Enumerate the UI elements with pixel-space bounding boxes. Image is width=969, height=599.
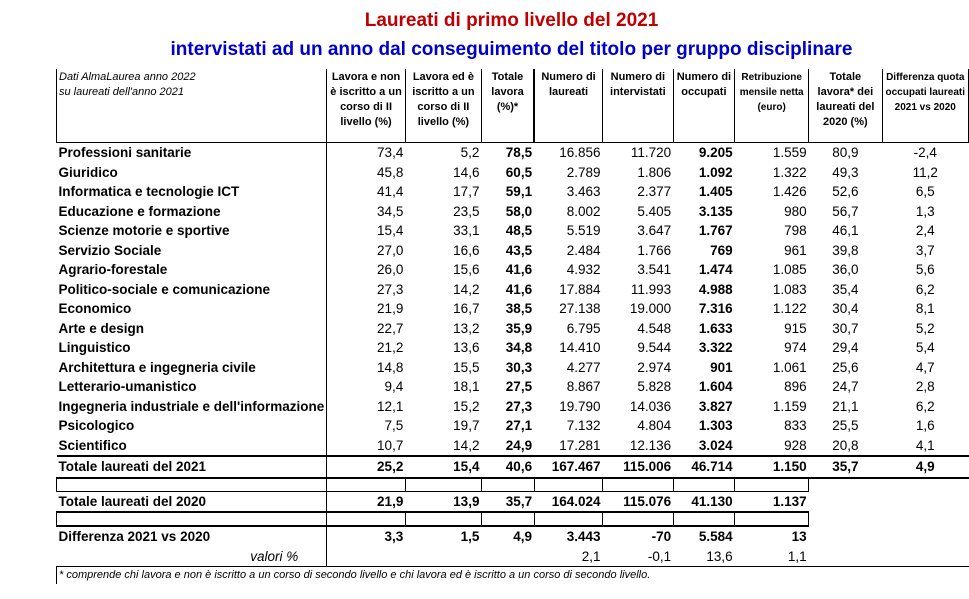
value-cell[interactable]: 12,1: [377, 398, 404, 414]
table-row: [57, 260, 969, 280]
value-cell[interactable]: 2,8: [915, 379, 935, 395]
value-cell[interactable]: 25,6: [832, 359, 859, 375]
value-cell[interactable]: 4,7: [915, 359, 935, 375]
value-cell[interactable]: 4.548: [637, 320, 672, 336]
value-cell[interactable]: 27,1: [505, 418, 533, 434]
value-cell[interactable]: 833: [784, 418, 807, 434]
value-cell[interactable]: 13,6: [706, 548, 733, 564]
value-cell[interactable]: 1.322: [772, 164, 807, 180]
value-cell[interactable]: 2,4: [915, 223, 935, 239]
value-cell[interactable]: 1,6: [915, 418, 935, 434]
value-cell[interactable]: 39,8: [832, 242, 859, 258]
value-cell[interactable]: 1.604: [698, 379, 733, 395]
value-cell[interactable]: 896: [784, 379, 807, 395]
value-cell[interactable]: 13,6: [453, 340, 480, 356]
empty-cell[interactable]: [735, 478, 809, 492]
empty-cell[interactable]: [534, 478, 602, 492]
row-label[interactable]: Architettura e ingegneria civile: [57, 358, 327, 378]
value-cell[interactable]: 21,1: [832, 398, 859, 414]
value-cell[interactable]: 11,2: [912, 164, 938, 180]
value-cell[interactable]: 1.085: [772, 262, 807, 278]
value-cell[interactable]: 2.789: [566, 164, 601, 180]
value-cell[interactable]: 3.827: [698, 398, 733, 414]
value-cell[interactable]: 27,3: [505, 398, 533, 414]
value-cell[interactable]: 58,0: [505, 203, 533, 219]
value-cell[interactable]: 1,5: [405, 526, 481, 547]
value-cell[interactable]: 30,3: [505, 359, 533, 375]
value-cell[interactable]: 43,5: [505, 242, 533, 258]
row-label[interactable]: Giuridico: [57, 163, 327, 183]
value-cell[interactable]: 17.884: [559, 281, 601, 297]
row-label[interactable]: Scienze motorie e sportive: [57, 221, 327, 241]
value-cell[interactable]: 52,6: [832, 184, 859, 200]
value-cell[interactable]: 41,4: [377, 184, 404, 200]
value-cell[interactable]: 15,5: [453, 359, 480, 375]
value-cell[interactable]: 41,6: [505, 281, 533, 297]
value-cell[interactable]: 980: [784, 203, 807, 219]
value-cell[interactable]: 16,7: [453, 301, 480, 317]
value-cell[interactable]: -2,4: [913, 145, 937, 161]
total-2021-row: [57, 456, 969, 478]
value-cell[interactable]: 40,6: [481, 456, 534, 478]
empty-cell[interactable]: [534, 512, 602, 526]
table-row: [57, 221, 969, 241]
value-cell[interactable]: 14,8: [377, 359, 404, 375]
value-cell[interactable]: 1.061: [772, 359, 807, 375]
value-cell[interactable]: 45,8: [377, 164, 404, 180]
column-header[interactable]: Differenza quota occupati laureati 2021 vs 2020: [882, 69, 969, 143]
row-label[interactable]: Professioni sanitarie: [57, 143, 327, 163]
empty-cell[interactable]: [405, 478, 481, 492]
value-cell[interactable]: 34,5: [377, 203, 404, 219]
value-cell[interactable]: 22,7: [377, 320, 404, 336]
value-cell[interactable]: 27,5: [505, 379, 533, 395]
value-cell[interactable]: 6,5: [915, 184, 935, 200]
value-cell[interactable]: 3,7: [915, 242, 935, 258]
value-cell[interactable]: -70: [603, 526, 674, 547]
value-cell[interactable]: 4,1: [915, 437, 935, 453]
value-cell[interactable]: 3,3: [327, 526, 406, 547]
value-cell[interactable]: 5,6: [915, 262, 935, 278]
value-cell[interactable]: 3.463: [566, 184, 601, 200]
value-cell[interactable]: 3.024: [698, 437, 733, 453]
value-cell[interactable]: 56,7: [832, 203, 859, 219]
value-cell[interactable]: 6,2: [915, 281, 935, 297]
value-cell[interactable]: 41,6: [505, 262, 533, 278]
row-label[interactable]: Politico-sociale e comunicazione: [57, 280, 327, 300]
value-cell[interactable]: 48,5: [505, 223, 533, 239]
table-row: [57, 202, 969, 222]
value-cell[interactable]: 2.974: [637, 359, 672, 375]
value-cell[interactable]: 27,0: [377, 242, 404, 258]
table-row: [57, 338, 969, 358]
value-cell[interactable]: 25,5: [832, 418, 859, 434]
footnote-row: [57, 567, 969, 585]
value-cell[interactable]: 15,4: [377, 223, 404, 239]
value-cell[interactable]: 60,5: [505, 164, 533, 180]
value-cell[interactable]: 35,7: [481, 491, 534, 512]
data-table: [56, 69, 969, 584]
value-cell[interactable]: 73,4: [377, 145, 404, 161]
value-cell[interactable]: 5,4: [915, 340, 935, 356]
empty-cell[interactable]: [882, 547, 969, 567]
value-cell[interactable]: 1.426: [772, 184, 807, 200]
value-cell[interactable]: 3.322: [698, 340, 733, 356]
value-cell[interactable]: 9.205: [698, 145, 733, 161]
value-cell[interactable]: 18,1: [453, 379, 480, 395]
value-cell[interactable]: 7.132: [566, 418, 601, 434]
value-cell[interactable]: 3.135: [698, 203, 733, 219]
title-line-2: intervistati ad un anno dal conseguimento del titolo per gruppo disciplinare: [170, 39, 853, 60]
empty-cell[interactable]: [882, 512, 969, 526]
table-row: [57, 436, 969, 457]
row-label[interactable]: Economico: [57, 299, 327, 319]
value-cell[interactable]: 769: [710, 242, 733, 258]
value-cell[interactable]: 80,9: [832, 145, 859, 161]
value-cell[interactable]: 1.083: [772, 281, 807, 297]
empty-cell[interactable]: [327, 547, 406, 567]
table-row: [57, 358, 969, 378]
value-cell[interactable]: 1.303: [698, 418, 733, 434]
empty-cell[interactable]: [809, 512, 882, 526]
empty-cell[interactable]: [673, 478, 734, 492]
value-cell[interactable]: 14,2: [453, 281, 480, 297]
value-cell[interactable]: 901: [710, 359, 733, 375]
value-cell[interactable]: 21,2: [377, 340, 404, 356]
value-cell[interactable]: 29,4: [832, 340, 859, 356]
row-label[interactable]: Agrario-forestale: [57, 260, 327, 280]
value-cell[interactable]: 49,3: [832, 164, 859, 180]
value-cell[interactable]: 1.767: [698, 223, 733, 239]
row-label[interactable]: Ingegneria industriale e dell'informazione: [57, 397, 327, 417]
empty-cell[interactable]: [481, 512, 534, 526]
value-cell[interactable]: 15,2: [453, 398, 480, 414]
value-cell[interactable]: 11.993: [630, 281, 672, 297]
value-cell[interactable]: 2.484: [566, 242, 601, 258]
value-cell[interactable]: 78,5: [505, 145, 533, 161]
table-row: [57, 377, 969, 397]
table-row: [57, 163, 969, 183]
value-cell[interactable]: 5.519: [566, 223, 601, 239]
value-cell[interactable]: 5.584: [673, 526, 734, 547]
value-cell[interactable]: 14.410: [559, 340, 601, 356]
value-cell[interactable]: 15,6: [453, 262, 480, 278]
column-header[interactable]: Totale lavora (%)*: [481, 69, 534, 143]
value-cell[interactable]: 59,1: [505, 184, 533, 200]
row-label[interactable]: Servizio Sociale: [57, 241, 327, 261]
value-cell[interactable]: 19.000: [629, 301, 672, 317]
value-cell[interactable]: 14,6: [453, 164, 480, 180]
value-cell[interactable]: 4.277: [566, 359, 601, 375]
diff-row: [57, 526, 969, 547]
value-cell[interactable]: 4.988: [698, 281, 733, 297]
table-row: [57, 319, 969, 339]
empty-cell[interactable]: [735, 512, 809, 526]
value-cell[interactable]: 2.377: [637, 184, 672, 200]
value-cell[interactable]: 5.828: [637, 379, 672, 395]
value-cell[interactable]: 4.932: [566, 262, 601, 278]
value-cell[interactable]: 10,7: [377, 437, 404, 453]
empty-cell[interactable]: [327, 512, 406, 526]
empty-cell[interactable]: [809, 526, 882, 547]
table-row: [57, 143, 969, 163]
value-cell[interactable]: 1.633: [698, 320, 733, 336]
value-cell[interactable]: 4,9: [481, 526, 534, 547]
value-cell[interactable]: 7.316: [698, 301, 733, 317]
value-cell[interactable]: 24,7: [832, 379, 859, 395]
row-label[interactable]: Informatica e tecnologie ICT: [57, 182, 327, 202]
value-cell[interactable]: 1.092: [698, 164, 733, 180]
value-cell[interactable]: 1.150: [735, 456, 809, 478]
row-label[interactable]: Psicologico: [57, 416, 327, 436]
value-cell[interactable]: 5,2: [460, 145, 480, 161]
value-cell[interactable]: 928: [784, 437, 807, 453]
pct-row: [57, 547, 969, 567]
value-cell[interactable]: 1.405: [698, 184, 733, 200]
value-cell[interactable]: 5,2: [915, 320, 935, 336]
value-cell[interactable]: 23,5: [453, 203, 480, 219]
row-label[interactable]: Totale laureati del 2021: [57, 456, 327, 478]
value-cell[interactable]: 3.647: [637, 223, 672, 239]
value-cell[interactable]: 30,7: [832, 320, 859, 336]
value-cell[interactable]: 1.559: [772, 145, 807, 161]
value-cell[interactable]: -0,1: [647, 548, 672, 564]
empty-cell[interactable]: [809, 547, 882, 567]
empty-cell[interactable]: [481, 478, 534, 492]
title-line-1: Laureati di primo livello del 2021: [364, 10, 659, 31]
value-cell[interactable]: 13,9: [405, 491, 481, 512]
empty-cell[interactable]: [603, 478, 674, 492]
row-label[interactable]: Letterario-umanistico: [57, 377, 327, 397]
value-cell[interactable]: 33,1: [453, 223, 480, 239]
value-cell[interactable]: 9.544: [637, 340, 672, 356]
value-cell[interactable]: 46,1: [832, 223, 859, 239]
column-header[interactable]: Totale lavora* dei laureati del 2020 (%): [809, 69, 882, 143]
value-cell[interactable]: 17.281: [559, 437, 601, 453]
column-header[interactable]: Numero di laureati: [534, 69, 602, 143]
spacer-row: [57, 512, 969, 526]
value-cell[interactable]: 15,4: [405, 456, 481, 478]
value-cell[interactable]: 115.076: [603, 491, 674, 512]
value-cell[interactable]: 36,0: [832, 262, 859, 278]
table-row: [57, 280, 969, 300]
source-note-text: Dati AlmaLaurea anno 2022 su laureati dell'anno 2021: [59, 71, 196, 98]
empty-cell[interactable]: [405, 547, 481, 567]
value-cell[interactable]: 915: [784, 320, 807, 336]
empty-cell[interactable]: [882, 526, 969, 547]
empty-cell[interactable]: [882, 478, 969, 492]
empty-cell[interactable]: [603, 512, 674, 526]
empty-cell[interactable]: [673, 512, 734, 526]
value-cell[interactable]: 798: [784, 223, 807, 239]
value-cell[interactable]: 167.467: [534, 456, 602, 478]
value-cell[interactable]: 5.405: [637, 203, 672, 219]
value-cell[interactable]: 38,5: [505, 301, 533, 317]
value-cell[interactable]: 46.714: [673, 456, 734, 478]
value-cell[interactable]: 12.136: [629, 437, 672, 453]
value-cell[interactable]: 20,8: [832, 437, 859, 453]
value-cell[interactable]: 1,3: [915, 203, 935, 219]
header-row: [57, 69, 969, 143]
empty-cell[interactable]: [57, 512, 327, 526]
value-cell[interactable]: 1.766: [637, 242, 672, 258]
value-cell[interactable]: 13: [735, 526, 809, 547]
value-cell[interactable]: 8,1: [915, 301, 935, 317]
value-cell[interactable]: 30,4: [832, 301, 859, 317]
value-cell[interactable]: 16.856: [559, 145, 601, 161]
value-cell[interactable]: 41.130: [673, 491, 734, 512]
row-label[interactable]: Arte e design: [57, 319, 327, 339]
value-cell[interactable]: 3.541: [637, 262, 672, 278]
value-cell[interactable]: 19.790: [559, 398, 601, 414]
empty-cell[interactable]: [405, 512, 481, 526]
column-header[interactable]: Retribuzione mensile netta (euro): [735, 69, 809, 143]
value-cell[interactable]: 35,4: [832, 281, 859, 297]
value-cell[interactable]: 35,9: [505, 320, 533, 336]
table-row: [57, 299, 969, 319]
value-cell[interactable]: 1.159: [772, 398, 807, 414]
value-cell[interactable]: 19,7: [453, 418, 480, 434]
total-2020-row: [57, 491, 969, 512]
table-row: [57, 241, 969, 261]
value-cell[interactable]: 27,3: [377, 281, 404, 297]
value-cell[interactable]: 34,8: [505, 340, 533, 356]
value-cell[interactable]: 164.024: [534, 491, 602, 512]
value-cell[interactable]: 4.804: [637, 418, 672, 434]
value-cell[interactable]: 35,7: [809, 456, 882, 478]
empty-cell[interactable]: [882, 491, 969, 512]
empty-cell[interactable]: [327, 478, 406, 492]
empty-cell[interactable]: [57, 478, 327, 492]
value-cell[interactable]: 1.474: [698, 262, 733, 278]
footnote: * comprende chi lavora e non è iscritto a un corso di secondo livello e chi lavora ed è iscritto a un corso di secondo livello.: [57, 567, 969, 585]
column-header[interactable]: Lavora e non è iscritto a un corso di II livello (%): [327, 69, 406, 143]
column-header[interactable]: Lavora ed è iscritto a un corso di II livello (%): [405, 69, 481, 143]
source-note[interactable]: [57, 69, 327, 143]
value-cell[interactable]: 24,9: [505, 437, 533, 453]
spacer-row: [57, 478, 969, 492]
value-cell[interactable]: 9,4: [384, 379, 404, 395]
value-cell[interactable]: 11.720: [630, 145, 672, 161]
table-row: [57, 182, 969, 202]
value-cell[interactable]: 8.867: [566, 379, 601, 395]
value-cell[interactable]: 115.006: [603, 456, 674, 478]
value-cell[interactable]: 27.138: [559, 301, 601, 317]
value-cell[interactable]: 25,2: [327, 456, 406, 478]
value-cell[interactable]: 8.002: [566, 203, 601, 219]
value-cell[interactable]: 961: [784, 242, 807, 258]
value-cell[interactable]: 16,6: [453, 242, 480, 258]
column-header[interactable]: Numero di intervistati: [603, 69, 674, 143]
value-cell[interactable]: 21,9: [377, 301, 404, 317]
value-cell[interactable]: 26,0: [377, 262, 404, 278]
empty-cell[interactable]: [809, 478, 882, 492]
value-cell[interactable]: 7,5: [384, 418, 404, 434]
column-header[interactable]: Numero di occupati: [673, 69, 734, 143]
value-cell[interactable]: 1.806: [637, 164, 672, 180]
empty-cell[interactable]: [481, 547, 534, 567]
value-cell[interactable]: 974: [784, 340, 807, 356]
empty-cell[interactable]: [809, 491, 882, 512]
table-row: [57, 416, 969, 436]
value-cell[interactable]: 4,9: [882, 456, 969, 478]
value-cell[interactable]: 21,9: [327, 491, 406, 512]
table-row: [57, 397, 969, 417]
value-cell[interactable]: 14,2: [453, 437, 480, 453]
row-label[interactable]: Linguistico: [57, 338, 327, 358]
value-cell[interactable]: 1,1: [787, 548, 807, 564]
row-label[interactable]: Scientifico: [57, 436, 327, 457]
value-cell[interactable]: 1.137: [735, 491, 809, 512]
value-cell[interactable]: 17,7: [453, 184, 480, 200]
row-label[interactable]: Totale laureati del 2020: [57, 491, 327, 512]
value-cell[interactable]: 13,2: [453, 320, 480, 336]
value-cell[interactable]: 14.036: [629, 398, 672, 414]
value-cell[interactable]: 2,1: [581, 548, 601, 564]
row-label[interactable]: valori %: [57, 547, 327, 567]
value-cell[interactable]: 1.122: [772, 301, 807, 317]
value-cell[interactable]: 3.443: [534, 526, 602, 547]
value-cell[interactable]: 6.795: [566, 320, 601, 336]
row-label[interactable]: Differenza 2021 vs 2020: [57, 526, 327, 547]
row-label[interactable]: Educazione e formazione: [57, 202, 327, 222]
value-cell[interactable]: 6,2: [915, 398, 935, 414]
